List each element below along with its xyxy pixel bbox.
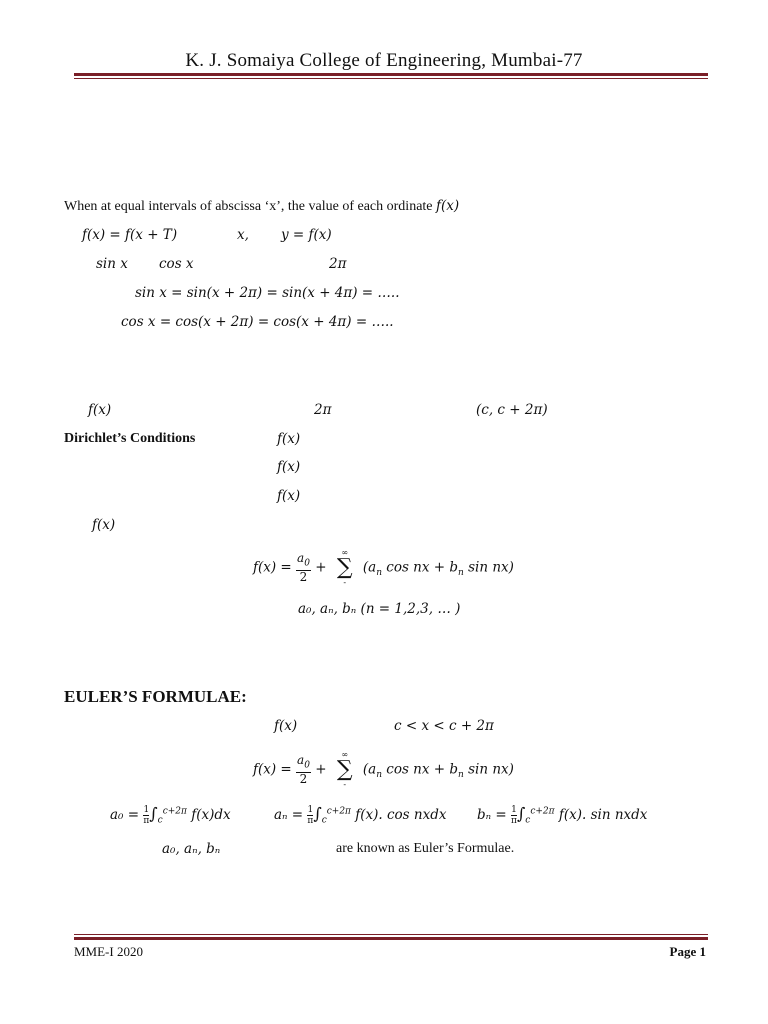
bn-int-lower: c bbox=[525, 815, 531, 826]
euler-series-fraction bbox=[296, 754, 311, 786]
a0-int-lower: c bbox=[157, 815, 163, 826]
header-rule-thin bbox=[74, 78, 708, 79]
dirichlet-fx: f(x) bbox=[88, 402, 112, 418]
an-int-lower: c bbox=[321, 815, 327, 826]
footer-course: MME-I 2020 bbox=[74, 944, 143, 959]
sigma-bottom: - bbox=[343, 578, 347, 587]
bn-integrand: f(x). sin nxdx bbox=[558, 807, 648, 823]
series-term-sin: sin nx) bbox=[463, 559, 514, 576]
series-term-cos: cos nx + b bbox=[381, 559, 459, 576]
an-lhs: aₙ = bbox=[274, 807, 304, 823]
euler-range: c < x < c + 2π bbox=[394, 718, 494, 734]
an-integrand: f(x). cos nxdx bbox=[355, 807, 447, 823]
euler-series-term-a: (a bbox=[362, 761, 377, 778]
dirichlet-condition-3: f(x) bbox=[277, 488, 301, 504]
periodic-intro bbox=[64, 198, 459, 215]
euler-series-term-sub-a: n bbox=[376, 770, 382, 781]
euler-series-num: a bbox=[297, 752, 305, 767]
bn-integral-sign: ∫ bbox=[516, 804, 526, 823]
sigma-symbol bbox=[337, 548, 353, 588]
euler-coeffs: a₀, aₙ, bₙ bbox=[162, 841, 221, 857]
a0-frac-den: π bbox=[143, 816, 150, 826]
euler-sigma-bottom: - bbox=[343, 780, 347, 789]
periodic-intro-math: f(x) bbox=[436, 198, 460, 214]
an-frac-num: 1 bbox=[307, 805, 314, 815]
euler-closing: are known as Euler’s Formulae. bbox=[336, 841, 515, 856]
period-label: 2π bbox=[329, 256, 347, 272]
dirichlet-period: 2π bbox=[314, 402, 332, 418]
euler-sigma-top: ∞ bbox=[341, 750, 349, 759]
a0-formula bbox=[110, 804, 231, 826]
sigma-glyph: ∑ bbox=[336, 555, 353, 580]
dirichlet-heading: Dirichlet’s Conditions bbox=[64, 431, 196, 446]
series-term-sub-b: n bbox=[458, 568, 464, 579]
sigma-top: ∞ bbox=[341, 548, 349, 557]
dirichlet-condition-2: f(x) bbox=[277, 459, 301, 475]
cos-label: cos x bbox=[159, 256, 194, 272]
euler-series-den: 2 bbox=[299, 772, 308, 787]
bn-int-upper: c+2π bbox=[530, 806, 555, 817]
series-num: a bbox=[297, 550, 305, 565]
series-term-a: (a bbox=[362, 559, 377, 576]
an-integral-sign: ∫ bbox=[313, 804, 322, 823]
series-plus: + bbox=[315, 559, 327, 576]
header-title: K. J. Somaiya College of Engineering, Mumbai-77 bbox=[185, 50, 583, 71]
dirichlet-condition-1: f(x) bbox=[277, 431, 301, 447]
euler-series-plus: + bbox=[315, 761, 327, 778]
a0-integral-sign: ∫ bbox=[149, 804, 158, 823]
an-frac-den: π bbox=[307, 816, 314, 826]
euler-series-lhs: f(x) = bbox=[253, 761, 292, 778]
dirichlet-interval: (c, c + 2π) bbox=[476, 402, 548, 418]
euler-series-equation bbox=[253, 750, 514, 790]
series-den: 2 bbox=[299, 570, 308, 585]
footer-rule-thin bbox=[74, 934, 708, 935]
a0-lhs: a₀ = bbox=[110, 807, 140, 823]
series-fraction bbox=[296, 552, 311, 584]
euler-series-num-sub: 0 bbox=[304, 760, 310, 771]
footer-rule-thick bbox=[74, 937, 708, 940]
footer-page-number: Page 1 bbox=[669, 944, 706, 959]
fourier-series-equation bbox=[253, 548, 514, 588]
a0-int-upper: c+2π bbox=[162, 806, 187, 817]
euler-series-term-cos: cos nx + b bbox=[381, 761, 459, 778]
cos-periodicity-equation: cos x = cos(x + 2π) = cos(x + 4π) = ….. bbox=[121, 314, 394, 330]
sin-periodicity-equation: sin x = sin(x + 2π) = sin(x + 4π) = ….. bbox=[135, 285, 400, 301]
periodic-y: y = f(x) bbox=[281, 227, 332, 243]
an-formula bbox=[274, 804, 446, 826]
series-num-sub: 0 bbox=[304, 558, 310, 569]
bn-lhs: bₙ = bbox=[477, 807, 507, 823]
an-int-upper: c+2π bbox=[326, 806, 351, 817]
bn-formula bbox=[477, 804, 647, 826]
coefficients-line: a₀, aₙ, bₙ (n = 1,2,3, … ) bbox=[298, 601, 461, 617]
series-term-sub-a: n bbox=[376, 568, 382, 579]
a0-integrand: f(x)dx bbox=[191, 807, 231, 823]
a0-frac-num: 1 bbox=[143, 805, 150, 815]
bn-frac-den: π bbox=[511, 816, 517, 826]
periodic-definition: f(x) = f(x + T) bbox=[82, 227, 178, 243]
euler-fx: f(x) bbox=[274, 718, 298, 734]
periodic-intro-text: When at equal intervals of abscissa ‘x’, the value of each ordinate bbox=[64, 199, 437, 214]
euler-series-term-sub-b: n bbox=[458, 770, 464, 781]
series-lhs: f(x) = bbox=[253, 559, 292, 576]
bn-frac-num: 1 bbox=[511, 805, 517, 815]
periodic-x: x, bbox=[237, 227, 249, 243]
euler-sigma-symbol bbox=[337, 750, 353, 790]
euler-sigma-glyph: ∑ bbox=[336, 757, 353, 782]
header-rule-thick bbox=[74, 73, 708, 76]
dirichlet-fx-2: f(x) bbox=[92, 517, 116, 533]
euler-heading: EULER’S FORMULAE: bbox=[64, 687, 247, 706]
euler-series-term-sin: sin nx) bbox=[463, 761, 514, 778]
sin-label: sin x bbox=[96, 256, 128, 272]
